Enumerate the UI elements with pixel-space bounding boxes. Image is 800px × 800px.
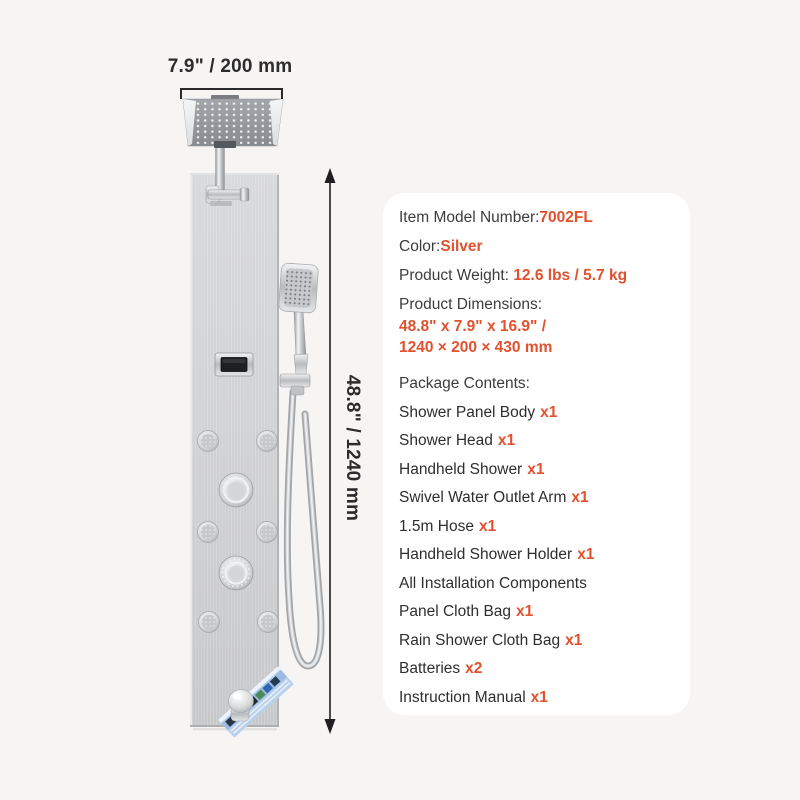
dimensions-value-line2: 1240 × 200 × 430 mm bbox=[399, 339, 553, 356]
weight-value: 12.6 lbs / 5.7 kg bbox=[513, 267, 628, 284]
package-item-name: Handheld Shower bbox=[399, 460, 523, 478]
body-jet bbox=[257, 431, 278, 452]
handheld-shower-holder bbox=[280, 374, 310, 395]
package-item-name: Panel Cloth Bag bbox=[399, 603, 512, 620]
package-item-name: Swivel Water Outlet Arm bbox=[399, 489, 567, 506]
package-item bbox=[399, 688, 676, 708]
color-row bbox=[399, 237, 676, 257]
model-number-row bbox=[399, 208, 676, 228]
package-item-qty: x1 bbox=[530, 688, 548, 706]
package-item-name: Shower Head bbox=[399, 432, 493, 449]
package-item-qty: x1 bbox=[540, 403, 558, 421]
package-item bbox=[399, 545, 676, 565]
body-jet bbox=[257, 522, 278, 543]
package-item-qty: x1 bbox=[527, 460, 545, 478]
package-item bbox=[399, 488, 676, 508]
package-item-name: All Installation Components bbox=[399, 574, 587, 592]
body-jet bbox=[198, 431, 219, 452]
model-number-label: Item Model Number: bbox=[399, 209, 540, 226]
height-dimension-label: 48.8" / 1240 mm bbox=[342, 374, 363, 522]
control-knob bbox=[219, 556, 253, 590]
weight-label: Product Weight: bbox=[399, 267, 514, 284]
lcd-display bbox=[215, 353, 253, 376]
handheld-shower bbox=[278, 263, 318, 374]
package-item bbox=[399, 431, 676, 451]
weight-row bbox=[399, 266, 676, 286]
package-item bbox=[399, 460, 676, 480]
body-jet bbox=[258, 612, 279, 633]
package-item-name: Batteries bbox=[399, 660, 461, 677]
package-item-qty: x1 bbox=[516, 603, 534, 620]
package-item-name: 1.5m Hose bbox=[399, 517, 474, 535]
hose bbox=[287, 392, 321, 666]
package-item-qty: x1 bbox=[565, 631, 583, 649]
width-dimension-label: 7.9" / 200 mm bbox=[167, 56, 293, 77]
height-dimension-arrow bbox=[325, 168, 336, 734]
dimensions-label: Product Dimensions: bbox=[399, 296, 543, 313]
package-item bbox=[399, 631, 676, 651]
package-item bbox=[399, 602, 676, 622]
shower-head bbox=[183, 95, 283, 148]
package-item-name: Instruction Manual bbox=[399, 688, 526, 706]
model-number-value: 7002FL bbox=[539, 209, 593, 226]
package-item-qty: x1 bbox=[497, 432, 516, 449]
package-item bbox=[399, 574, 676, 594]
spec-card bbox=[383, 193, 690, 715]
package-item-qty: x1 bbox=[577, 546, 595, 563]
body-jet bbox=[198, 522, 219, 543]
body-jet bbox=[199, 612, 220, 633]
package-item-qty: x1 bbox=[571, 489, 589, 506]
package-item-name: Rain Shower Cloth Bag bbox=[399, 631, 561, 649]
package-item-qty: x2 bbox=[465, 660, 483, 677]
package-item bbox=[399, 659, 676, 679]
package-contents-header: Package Contents: bbox=[399, 375, 530, 392]
control-knob bbox=[219, 473, 253, 507]
package-item-qty: x1 bbox=[478, 517, 497, 535]
package-item bbox=[399, 403, 676, 423]
package-item bbox=[399, 517, 676, 537]
dimensions-value-line1: 48.8" x 7.9" x 16.9" / bbox=[399, 318, 547, 335]
color-label: Color: bbox=[399, 238, 441, 255]
package-item-name: Handheld Shower Holder bbox=[399, 546, 573, 563]
color-value: Silver bbox=[440, 238, 483, 255]
package-item-name: Shower Panel Body bbox=[399, 403, 536, 421]
